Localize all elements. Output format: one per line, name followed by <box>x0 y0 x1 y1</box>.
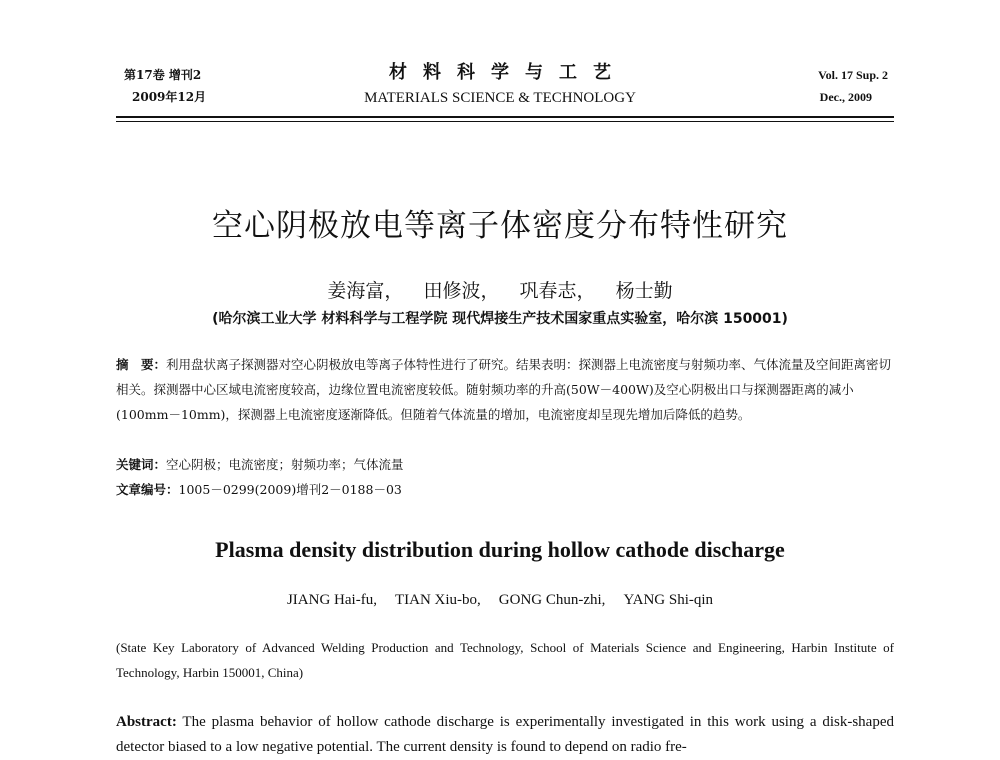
journal-name-en: MATERIALS SCIENCE & TECHNOLOGY <box>364 90 636 106</box>
author-cn: 杨士勤 <box>615 280 673 302</box>
abstract-text-cn: 利用盘状离子探测器对空心阴极放电等离子体特性进行了研究。结果表明：探测器上电流密度与射频功率、气体流量及空间距离密切相关。探测器中心区域电流密度较高，边缘位置电流密度较低。随射频功率的升高(50W－400W)及空心阴极出口与探测器距离的减小(100mm－10mm)，探测器上电流密度逐渐降低。但随着气体流量的增加，电流密度却呈现先增加后降低的趋势。 <box>116 357 892 422</box>
keywords-cn <box>116 452 894 477</box>
date-en: Dec., 2009 <box>819 90 872 104</box>
keywords-label-cn: 关键词： <box>116 457 167 472</box>
paper-title-cn: 空心阴极放电等离子体密度分布特性研究 <box>212 208 788 244</box>
abstract-label-en: Abstract: <box>116 714 177 730</box>
abstract-cn <box>116 352 894 427</box>
header-rule-thin <box>116 121 894 122</box>
article-number-cn <box>116 477 894 502</box>
author-cn: 田修波， <box>423 280 500 302</box>
keywords-text-cn: 空心阴极；电流密度；射频功率；气体流量 <box>166 457 404 472</box>
date-cn: 2009年12月 <box>132 90 207 104</box>
volume-cn: 第17卷 增刊2 <box>124 68 202 82</box>
author-en: JIANG Hai-fu, <box>286 592 377 608</box>
journal-name-cn: 材料科学与工艺 <box>389 62 627 83</box>
article-number-label: 文章编号： <box>116 482 179 497</box>
paper-title-en: Plasma density distribution during hollow cathode discharge <box>215 537 785 562</box>
author-en: GONG Chun-zhi, <box>498 592 606 608</box>
header-rule-thick <box>116 116 894 118</box>
abstract-text-en: The plasma behavior of hollow cathode discharge is experimentally investigated in this work using a disk-shaped detector biased to a low negative potential. The current density is found to depend on radio fre- <box>116 714 894 755</box>
affiliation-cn: (哈尔滨工业大学 材料科学与工程学院 现代焊接生产技术国家重点实验室，哈尔滨 150001) <box>212 311 788 327</box>
author-list-cn <box>0 276 1000 303</box>
abstract-label-cn: 摘 要： <box>116 357 167 372</box>
author-list-en <box>0 592 1000 609</box>
author-en: TIAN Xiu-bo, <box>394 592 481 608</box>
author-en: YANG Shi-qin <box>623 592 714 608</box>
author-cn: 巩春志， <box>519 280 596 302</box>
article-number-value: 1005－0299(2009)增刊2－0188－03 <box>178 482 402 497</box>
volume-en: Vol. 17 Sup. 2 <box>818 68 888 82</box>
author-cn: 姜海富， <box>327 280 404 302</box>
abstract-en <box>116 710 894 760</box>
affiliation-en: (State Key Laboratory of Advanced Welding Production and Technology, School of Materials Science and Engineering, Harbin Institute of Technology, Harbin 150001, China) <box>116 640 894 680</box>
running-header-right <box>818 64 888 108</box>
